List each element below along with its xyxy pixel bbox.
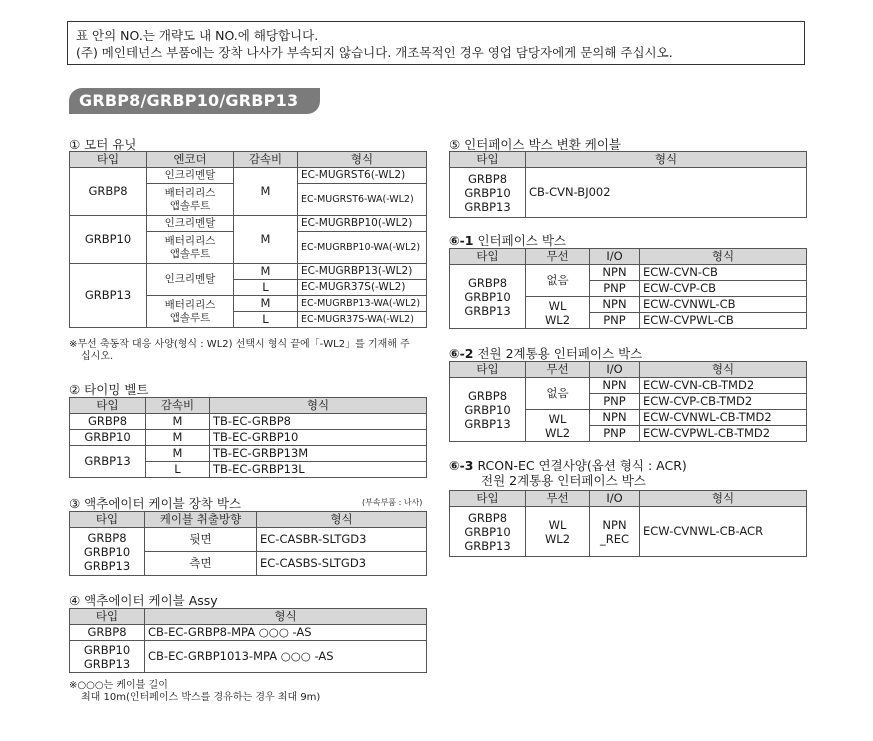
- header-cell: 형식: [640, 491, 807, 507]
- ratio-cell: M: [234, 264, 298, 280]
- model-cell: EC-MUGRBP10-WA(-WL2): [298, 232, 427, 264]
- model-cell: ECW-CVP-CB-TMD2: [640, 394, 807, 410]
- type-line: GRBP8: [87, 530, 127, 545]
- interface-box-table: [449, 248, 807, 329]
- table-row: [450, 507, 807, 557]
- io-line: NPN: [602, 517, 627, 532]
- dual-power-interface-box-table: [449, 361, 807, 442]
- wireless-cell: 없음: [526, 378, 590, 410]
- type-cell: GRBP8: [70, 168, 147, 216]
- table-header-row: [70, 398, 427, 414]
- header-cell: 무선: [526, 491, 590, 507]
- encoder-cell: 인크리멘탈: [147, 264, 234, 296]
- model-cell: EC-MUGRBP13(-WL2): [298, 264, 427, 280]
- model-cell: TB-EC-GRBP10: [210, 430, 427, 446]
- io-cell: PNP: [590, 426, 640, 442]
- model-cell: ECW-CVPWL-CB-TMD2: [640, 426, 807, 442]
- ratio-cell: M: [234, 296, 298, 312]
- model-cell: EC-MUGR37S-WA(-WL2): [298, 312, 427, 328]
- type-cell: GRBP10: [70, 430, 146, 446]
- section-label: RCON-EC 연결사양(옵션 형식 : ACR): [477, 458, 687, 473]
- header-cell: 타입: [450, 152, 526, 168]
- header-cell: 타입: [70, 152, 147, 168]
- table-row: [70, 641, 427, 673]
- wireless-line: WL: [548, 517, 567, 532]
- io-cell: [590, 507, 640, 557]
- io-cell: PNP: [590, 281, 640, 297]
- header-cell: 케이블 취출방향: [145, 512, 257, 528]
- timing-belt-title: ② 타이밍 벨트: [69, 382, 149, 397]
- type-cell: [450, 265, 526, 329]
- table-row: [450, 168, 807, 218]
- header-cell: I/O: [590, 491, 640, 507]
- table-header-row: [450, 249, 807, 265]
- type-cell: [450, 378, 526, 442]
- note-line: ※무선 축동작 대응 사양(형식 : WL2) 선택시 형식 끝에「-WL2」를 기재해 주: [69, 339, 410, 350]
- header-cell: 무선: [526, 362, 590, 378]
- section-number: ⑥-1: [449, 233, 474, 248]
- type-line: GRBP13: [464, 416, 511, 431]
- type-line: GRBP13: [83, 558, 131, 573]
- header-cell: 엔코더: [147, 152, 234, 168]
- ratio-cell: M: [146, 430, 210, 446]
- rcon-interface-box-table: [449, 490, 807, 557]
- section-label: 인터페이스 박스: [477, 233, 566, 248]
- io-cell: PNP: [590, 313, 640, 329]
- table-header-row: [450, 152, 807, 168]
- cable-assy-title: ④ 액추에이터 케이블 Assy: [69, 593, 218, 608]
- encoder-cell: 인크리멘탈: [147, 216, 234, 232]
- wireless-line: WL2: [544, 312, 571, 327]
- type-line: GRBP8: [467, 388, 508, 403]
- type-line: GRBP10: [464, 289, 511, 304]
- model-cell: EC-MUGRBP10(-WL2): [298, 216, 427, 232]
- series-title-badge: GRBP8/GRBP10/GRBP13: [69, 88, 320, 114]
- cable-box-title: ③ 액추에이터 케이블 장착 박스: [69, 496, 242, 511]
- header-cell: 감속비: [234, 152, 298, 168]
- header-cell: 타입: [450, 249, 526, 265]
- type-line: GRBP8: [467, 171, 508, 186]
- io-cell: NPN: [590, 297, 640, 313]
- note-line: ※○○○는 케이블 길이: [69, 680, 168, 691]
- wireless-line: WL: [548, 411, 567, 426]
- table-header-row: [70, 512, 427, 528]
- encoder-line: 앱솔루트: [169, 311, 211, 324]
- type-cell: [70, 641, 145, 673]
- type-line: GRBP10: [464, 402, 511, 417]
- io-cell: NPN: [590, 378, 640, 394]
- table-row: [70, 216, 427, 232]
- type-line: GRBP13: [464, 303, 511, 318]
- type-line: GRBP8: [467, 275, 508, 290]
- type-cell: GRBP13: [70, 264, 147, 328]
- io-cell: NPN: [590, 410, 640, 426]
- table-header-row: [450, 362, 807, 378]
- ratio-cell: L: [146, 462, 210, 478]
- table-row: [70, 414, 427, 430]
- conversion-cable-table: [449, 151, 807, 218]
- header-cell: 형식: [640, 249, 807, 265]
- rcon-interface-box-title: [449, 458, 687, 488]
- section-number: ⑥-3: [449, 458, 474, 473]
- model-cell: EC-MUGRST6-WA(-WL2): [298, 184, 427, 216]
- conversion-cable-title: ⑤ 인터페이스 박스 변환 케이블: [449, 137, 622, 152]
- note-line: 최대 10m(인터페이스 박스를 경유하는 경우 최대 9m): [81, 692, 321, 703]
- section-label: 전원 2계통용 인터페이스 박스: [477, 346, 643, 361]
- encoder-line: 앱솔루트: [169, 199, 211, 212]
- direction-cell: 뒷면: [145, 528, 257, 552]
- model-cell: EC-CASBS-SLTGD3: [257, 552, 427, 576]
- model-cell: ECW-CVNWL-CB: [640, 297, 807, 313]
- header-cell: I/O: [590, 362, 640, 378]
- type-line: GRBP13: [464, 538, 511, 553]
- table-row: [70, 625, 427, 641]
- table-row: [70, 264, 427, 280]
- model-cell: EC-MUGR37S(-WL2): [298, 280, 427, 296]
- ratio-cell: L: [234, 312, 298, 328]
- timing-belt-table: [69, 397, 427, 478]
- model-cell: ECW-CVPWL-CB: [640, 313, 807, 329]
- type-line: GRBP13: [83, 656, 131, 671]
- encoder-line: 배터리리스: [164, 298, 216, 311]
- table-header-row: [70, 152, 427, 168]
- ratio-cell: M: [234, 216, 298, 264]
- io-cell: PNP: [590, 394, 640, 410]
- table-header-row: [450, 491, 807, 507]
- header-cell: 형식: [298, 152, 427, 168]
- encoder-line: 배터리리스: [164, 234, 216, 247]
- header-cell: 무선: [526, 249, 590, 265]
- header-cell: 감속비: [146, 398, 210, 414]
- header-cell: 타입: [70, 609, 145, 625]
- type-cell: GRBP8: [70, 625, 145, 641]
- motor-note: [69, 339, 429, 363]
- header-cell: 형식: [257, 512, 427, 528]
- table-row: [70, 446, 427, 462]
- table-row: [450, 265, 807, 281]
- model-cell: ECW-CVN-CB-TMD2: [640, 378, 807, 394]
- model-cell: TB-EC-GRBP13L: [210, 462, 427, 478]
- ratio-cell: M: [146, 414, 210, 430]
- model-cell: ECW-CVP-CB: [640, 281, 807, 297]
- table-row: [70, 430, 427, 446]
- wireless-line: WL: [548, 298, 567, 313]
- model-cell: EC-CASBR-SLTGD3: [257, 528, 427, 552]
- table-row: [70, 528, 427, 552]
- io-line: _REC: [599, 531, 630, 546]
- encoder-cell: [147, 184, 234, 216]
- header-cell: 타입: [450, 362, 526, 378]
- table-row: [450, 378, 807, 394]
- encoder-cell: 인크리멘탈: [147, 168, 234, 184]
- direction-cell: 측면: [145, 552, 257, 576]
- header-cell: 형식: [210, 398, 427, 414]
- header-cell: 타입: [70, 398, 146, 414]
- type-line: GRBP13: [464, 199, 511, 214]
- interface-box-title: [449, 231, 566, 249]
- io-cell: NPN: [590, 265, 640, 281]
- header-cell: 타입: [70, 512, 145, 528]
- cable-box-table: [69, 511, 427, 576]
- encoder-cell: [147, 296, 234, 328]
- wireless-cell: [526, 507, 590, 557]
- header-cell: 타입: [450, 491, 526, 507]
- model-cell: ECW-CVNWL-CB-TMD2: [640, 410, 807, 426]
- wireless-line: WL2: [544, 531, 571, 546]
- type-line: GRBP10: [83, 544, 131, 559]
- note-line: 십시오.: [81, 351, 114, 362]
- title-line: 전원 2계통용 인터페이스 박스: [481, 473, 646, 488]
- type-cell: GRBP8: [70, 414, 146, 430]
- table-header-row: [70, 609, 427, 625]
- wireless-cell: [526, 410, 590, 442]
- model-cell: ECW-CVNWL-CB-ACR: [640, 507, 807, 557]
- motor-unit-table: [69, 151, 427, 328]
- type-cell: [70, 528, 145, 576]
- header-cell: 형식: [145, 609, 427, 625]
- title-line: [449, 458, 687, 473]
- ratio-cell: M: [146, 446, 210, 462]
- type-cell: GRBP10: [70, 216, 147, 264]
- type-line: GRBP10: [83, 642, 131, 657]
- model-cell: CB-EC-GRBP1013-MPA ○○○ -AS: [145, 641, 427, 673]
- encoder-line: 앱솔루트: [169, 247, 211, 260]
- type-line: GRBP10: [464, 524, 511, 539]
- wireless-cell: [526, 297, 590, 329]
- wireless-cell: 없음: [526, 265, 590, 297]
- model-cell: EC-MUGRBP13-WA(-WL2): [298, 296, 427, 312]
- ratio-cell: M: [234, 168, 298, 216]
- notice-box: [67, 21, 805, 65]
- dual-power-interface-box-title: [449, 344, 642, 362]
- model-cell: CB-EC-GRBP8-MPA ○○○ -AS: [145, 625, 427, 641]
- header-cell: 형식: [640, 362, 807, 378]
- table-row: [70, 168, 427, 184]
- header-cell: 형식: [526, 152, 807, 168]
- notice-line-1: 표 안의 NO.는 개략도 내 NO.에 해당합니다.: [76, 28, 319, 43]
- ratio-cell: L: [234, 280, 298, 296]
- wireless-line: WL2: [544, 425, 571, 440]
- model-cell: EC-MUGRST6(-WL2): [298, 168, 427, 184]
- type-line: GRBP10: [464, 185, 511, 200]
- type-cell: [450, 507, 526, 557]
- cable-box-tag: (부속부품 : 나사): [362, 498, 423, 507]
- model-cell: ECW-CVN-CB: [640, 265, 807, 281]
- type-cell: [450, 168, 526, 218]
- model-cell: CB-CVN-BJ002: [526, 168, 807, 218]
- section-number: ⑥-2: [449, 346, 474, 361]
- cable-assy-table: [69, 608, 427, 673]
- header-cell: I/O: [590, 249, 640, 265]
- type-line: GRBP8: [467, 510, 508, 525]
- model-cell: TB-EC-GRBP8: [210, 414, 427, 430]
- cable-assy-note: [69, 680, 320, 704]
- encoder-line: 배터리리스: [164, 186, 216, 199]
- notice-line-2: (주) 메인테넌스 부품에는 장착 나사가 부속되지 않습니다. 개조목적인 경우 영업 담당자에게 문의해 주십시오.: [76, 45, 673, 60]
- model-cell: TB-EC-GRBP13M: [210, 446, 427, 462]
- type-cell: GRBP13: [70, 446, 146, 478]
- encoder-cell: [147, 232, 234, 264]
- motor-unit-title: ① 모터 유닛: [69, 137, 137, 152]
